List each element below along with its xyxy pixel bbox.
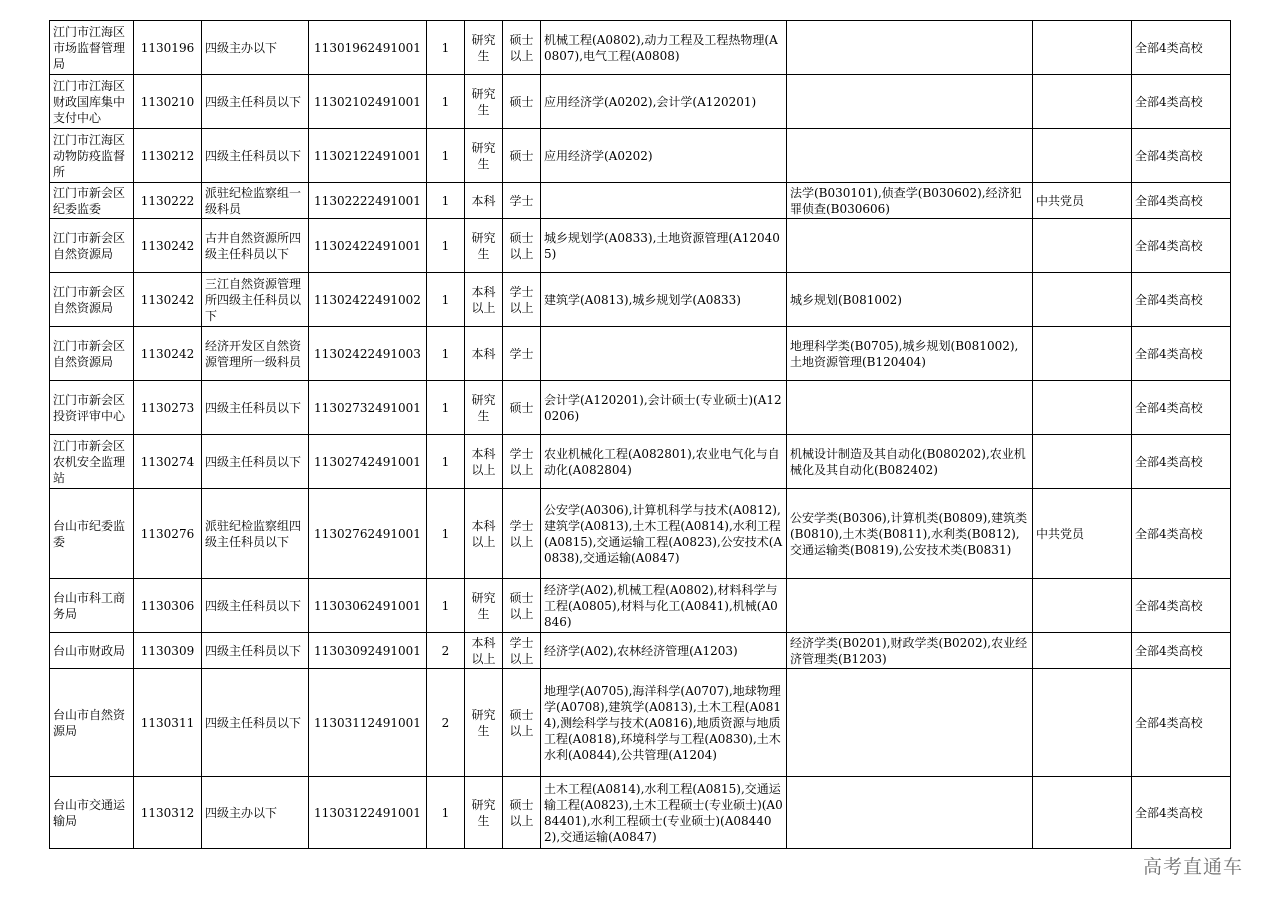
unit-cell: 台山市自然资源局 <box>50 669 134 777</box>
degree-cell: 硕士 <box>503 75 541 129</box>
unit-cell: 台山市纪委监委 <box>50 489 134 579</box>
school-type-cell: 全部4类高校 <box>1132 777 1231 849</box>
graduate-major-cell: 会计学(A120201),会计硕士(专业硕士)(A120206) <box>541 381 787 435</box>
unit-cell: 江门市新会区自然资源局 <box>50 219 134 273</box>
education-cell: 本科以上 <box>465 435 503 489</box>
graduate-major-cell: 机械工程(A0802),动力工程及工程热物理(A0807),电气工程(A0808) <box>541 21 787 75</box>
degree-cell: 硕士以上 <box>503 219 541 273</box>
unit-cell: 江门市新会区自然资源局 <box>50 273 134 327</box>
political-status-cell <box>1033 273 1132 327</box>
position-name-cell: 古井自然资源所四级主任科员以下 <box>202 219 309 273</box>
position-code-cell: 11301962491001 <box>309 21 427 75</box>
unit-cell: 台山市科工商务局 <box>50 579 134 633</box>
recruit-count-cell: 1 <box>427 219 465 273</box>
position-code-cell: 11302762491001 <box>309 489 427 579</box>
table-row <box>50 327 1231 381</box>
degree-cell: 硕士以上 <box>503 579 541 633</box>
political-status-cell <box>1033 219 1132 273</box>
degree-cell: 硕士以上 <box>503 777 541 849</box>
political-status-cell <box>1033 381 1132 435</box>
position-name-cell: 四级主任科员以下 <box>202 633 309 669</box>
education-cell: 研究生 <box>465 579 503 633</box>
education-cell: 研究生 <box>465 75 503 129</box>
unit-cell: 江门市新会区纪委监委 <box>50 183 134 219</box>
education-cell: 本科以上 <box>465 273 503 327</box>
degree-cell: 硕士 <box>503 381 541 435</box>
position-code-cell: 11303122491001 <box>309 777 427 849</box>
graduate-major-cell: 城乡规划学(A0833),土地资源管理(A120405) <box>541 219 787 273</box>
position-table <box>49 20 1231 849</box>
school-type-cell: 全部4类高校 <box>1132 633 1231 669</box>
political-status-cell <box>1033 669 1132 777</box>
position-name-cell: 三江自然资源管理所四级主任科员以下 <box>202 273 309 327</box>
school-type-cell: 全部4类高校 <box>1132 381 1231 435</box>
unit-code-cell: 1130196 <box>134 21 202 75</box>
graduate-major-cell: 公安学(A0306),计算机科学与技术(A0812),建筑学(A0813),土木工程(A0814),水利工程(A0815),交通运输工程(A0823),公安技术(A0838),交通运输(A0847) <box>541 489 787 579</box>
education-cell: 研究生 <box>465 219 503 273</box>
undergraduate-major-cell <box>787 75 1033 129</box>
school-type-cell: 全部4类高校 <box>1132 669 1231 777</box>
position-name-cell: 四级主任科员以下 <box>202 75 309 129</box>
undergraduate-major-cell <box>787 777 1033 849</box>
position-name-cell: 四级主办以下 <box>202 21 309 75</box>
recruit-count-cell: 1 <box>427 129 465 183</box>
position-name-cell: 四级主任科员以下 <box>202 435 309 489</box>
education-cell: 研究生 <box>465 21 503 75</box>
graduate-major-cell: 应用经济学(A0202),会计学(A120201) <box>541 75 787 129</box>
unit-cell: 台山市交通运输局 <box>50 777 134 849</box>
table-row <box>50 75 1231 129</box>
table-row <box>50 381 1231 435</box>
position-name-cell: 派驻纪检监察组四级主任科员以下 <box>202 489 309 579</box>
position-code-cell: 11302732491001 <box>309 381 427 435</box>
undergraduate-major-cell <box>787 129 1033 183</box>
school-type-cell: 全部4类高校 <box>1132 435 1231 489</box>
recruit-count-cell: 1 <box>427 489 465 579</box>
undergraduate-major-cell: 城乡规划(B081002) <box>787 273 1033 327</box>
unit-code-cell: 1130242 <box>134 273 202 327</box>
table-row <box>50 273 1231 327</box>
unit-code-cell: 1130222 <box>134 183 202 219</box>
education-cell: 本科 <box>465 183 503 219</box>
degree-cell: 学士以上 <box>503 273 541 327</box>
degree-cell: 学士 <box>503 327 541 381</box>
unit-code-cell: 1130306 <box>134 579 202 633</box>
unit-cell: 江门市江海区动物防疫监督所 <box>50 129 134 183</box>
unit-code-cell: 1130273 <box>134 381 202 435</box>
position-code-cell: 11302422491002 <box>309 273 427 327</box>
school-type-cell: 全部4类高校 <box>1132 273 1231 327</box>
position-name-cell: 四级主任科员以下 <box>202 579 309 633</box>
watermark-text: 高考直通车 <box>1143 856 1244 878</box>
school-type-cell: 全部4类高校 <box>1132 219 1231 273</box>
position-name-cell: 经济开发区自然资源管理所一级科员 <box>202 327 309 381</box>
position-name-cell: 四级主任科员以下 <box>202 381 309 435</box>
position-name-cell: 四级主任科员以下 <box>202 129 309 183</box>
degree-cell: 学士以上 <box>503 633 541 669</box>
position-code-cell: 11302122491001 <box>309 129 427 183</box>
undergraduate-major-cell <box>787 669 1033 777</box>
undergraduate-major-cell <box>787 219 1033 273</box>
school-type-cell: 全部4类高校 <box>1132 183 1231 219</box>
political-status-cell <box>1033 129 1132 183</box>
table-row <box>50 435 1231 489</box>
table-row <box>50 129 1231 183</box>
graduate-major-cell: 建筑学(A0813),城乡规划学(A0833) <box>541 273 787 327</box>
table-row <box>50 579 1231 633</box>
table-row <box>50 777 1231 849</box>
recruit-count-cell: 1 <box>427 273 465 327</box>
unit-code-cell: 1130309 <box>134 633 202 669</box>
table-row <box>50 21 1231 75</box>
graduate-major-cell: 经济学(A02),机械工程(A0802),材料科学与工程(A0805),材料与化工(A0841),机械(A0846) <box>541 579 787 633</box>
education-cell: 研究生 <box>465 381 503 435</box>
political-status-cell: 中共党员 <box>1033 183 1132 219</box>
undergraduate-major-cell <box>787 381 1033 435</box>
unit-cell: 江门市新会区自然资源局 <box>50 327 134 381</box>
graduate-major-cell: 应用经济学(A0202) <box>541 129 787 183</box>
recruit-count-cell: 1 <box>427 75 465 129</box>
recruit-count-cell: 2 <box>427 633 465 669</box>
unit-cell: 江门市新会区农机安全监理站 <box>50 435 134 489</box>
school-type-cell: 全部4类高校 <box>1132 579 1231 633</box>
table-row <box>50 219 1231 273</box>
graduate-major-cell <box>541 183 787 219</box>
recruit-count-cell: 1 <box>427 777 465 849</box>
unit-cell: 江门市江海区市场监督管理局 <box>50 21 134 75</box>
recruit-count-cell: 1 <box>427 183 465 219</box>
unit-cell: 江门市新会区投资评审中心 <box>50 381 134 435</box>
education-cell: 本科 <box>465 327 503 381</box>
graduate-major-cell <box>541 327 787 381</box>
position-name-cell: 四级主任科员以下 <box>202 669 309 777</box>
position-code-cell: 11303062491001 <box>309 579 427 633</box>
unit-code-cell: 1130312 <box>134 777 202 849</box>
undergraduate-major-cell: 公安学类(B0306),计算机类(B0809),建筑类(B0810),土木类(B0811),水利类(B0812),交通运输类(B0819),公安技术类(B0831) <box>787 489 1033 579</box>
recruit-count-cell: 2 <box>427 669 465 777</box>
education-cell: 本科以上 <box>465 633 503 669</box>
school-type-cell: 全部4类高校 <box>1132 327 1231 381</box>
table-row <box>50 669 1231 777</box>
education-cell: 研究生 <box>465 669 503 777</box>
position-code-cell: 11303092491001 <box>309 633 427 669</box>
table-row <box>50 489 1231 579</box>
position-code-cell: 11303112491001 <box>309 669 427 777</box>
table-row <box>50 183 1231 219</box>
political-status-cell <box>1033 633 1132 669</box>
degree-cell: 学士 <box>503 183 541 219</box>
graduate-major-cell: 经济学(A02),农林经济管理(A1203) <box>541 633 787 669</box>
undergraduate-major-cell <box>787 21 1033 75</box>
political-status-cell <box>1033 579 1132 633</box>
table-row <box>50 633 1231 669</box>
undergraduate-major-cell <box>787 579 1033 633</box>
recruit-count-cell: 1 <box>427 381 465 435</box>
political-status-cell: 中共党员 <box>1033 489 1132 579</box>
recruit-count-cell: 1 <box>427 327 465 381</box>
position-code-cell: 11302422491003 <box>309 327 427 381</box>
position-code-cell: 11302422491001 <box>309 219 427 273</box>
unit-code-cell: 1130311 <box>134 669 202 777</box>
political-status-cell <box>1033 327 1132 381</box>
degree-cell: 硕士 <box>503 129 541 183</box>
unit-code-cell: 1130210 <box>134 75 202 129</box>
school-type-cell: 全部4类高校 <box>1132 75 1231 129</box>
unit-code-cell: 1130242 <box>134 327 202 381</box>
graduate-major-cell: 地理学(A0705),海洋科学(A0707),地球物理学(A0708),建筑学(A0813),土木工程(A0814),测绘科学与技术(A0816),地质资源与地质工程(A0818),环境科学与工程(A0830),土木水利(A0844),公共管理(A1204) <box>541 669 787 777</box>
position-name-cell: 四级主办以下 <box>202 777 309 849</box>
education-cell: 本科以上 <box>465 489 503 579</box>
recruit-count-cell: 1 <box>427 579 465 633</box>
undergraduate-major-cell: 经济学类(B0201),财政学类(B0202),农业经济管理类(B1203) <box>787 633 1033 669</box>
recruit-count-cell: 1 <box>427 21 465 75</box>
unit-code-cell: 1130276 <box>134 489 202 579</box>
recruit-count-cell: 1 <box>427 435 465 489</box>
undergraduate-major-cell: 地理科学类(B0705),城乡规划(B081002),土地资源管理(B120404) <box>787 327 1033 381</box>
undergraduate-major-cell: 法学(B030101),侦查学(B030602),经济犯罪侦查(B030606) <box>787 183 1033 219</box>
degree-cell: 硕士以上 <box>503 669 541 777</box>
school-type-cell: 全部4类高校 <box>1132 21 1231 75</box>
school-type-cell: 全部4类高校 <box>1132 489 1231 579</box>
political-status-cell <box>1033 777 1132 849</box>
political-status-cell <box>1033 75 1132 129</box>
political-status-cell <box>1033 21 1132 75</box>
degree-cell: 学士以上 <box>503 489 541 579</box>
unit-code-cell: 1130212 <box>134 129 202 183</box>
undergraduate-major-cell: 机械设计制造及其自动化(B080202),农业机械化及其自动化(B082402) <box>787 435 1033 489</box>
unit-code-cell: 1130274 <box>134 435 202 489</box>
unit-cell: 台山市财政局 <box>50 633 134 669</box>
position-code-cell: 11302742491001 <box>309 435 427 489</box>
position-name-cell: 派驻纪检监察组一级科员 <box>202 183 309 219</box>
position-code-cell: 11302102491001 <box>309 75 427 129</box>
graduate-major-cell: 农业机械化工程(A082801),农业电气化与自动化(A082804) <box>541 435 787 489</box>
degree-cell: 学士以上 <box>503 435 541 489</box>
graduate-major-cell: 土木工程(A0814),水利工程(A0815),交通运输工程(A0823),土木工程硕士(专业硕士)(A084401),水利工程硕士(专业硕士)(A084402),交通运输(A0847) <box>541 777 787 849</box>
education-cell: 研究生 <box>465 129 503 183</box>
education-cell: 研究生 <box>465 777 503 849</box>
political-status-cell <box>1033 435 1132 489</box>
unit-code-cell: 1130242 <box>134 219 202 273</box>
position-code-cell: 11302222491001 <box>309 183 427 219</box>
degree-cell: 硕士以上 <box>503 21 541 75</box>
school-type-cell: 全部4类高校 <box>1132 129 1231 183</box>
unit-cell: 江门市江海区财政国库集中支付中心 <box>50 75 134 129</box>
